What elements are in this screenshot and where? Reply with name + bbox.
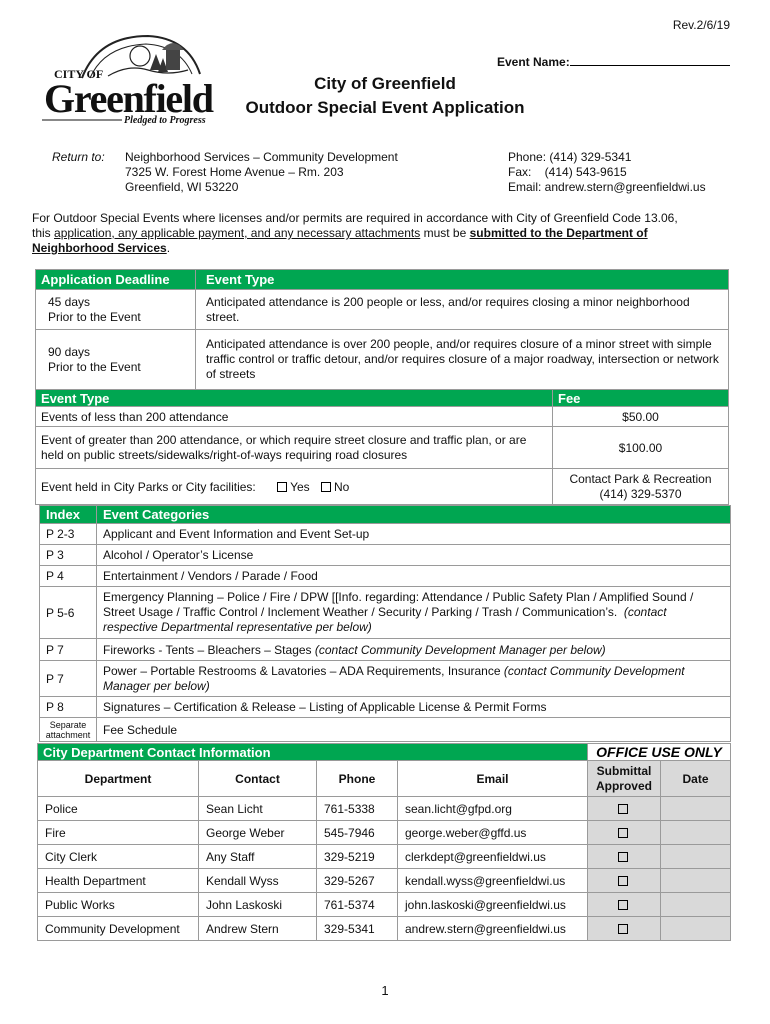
attachment-label: attachment [45, 729, 91, 740]
intro-department: submitted to the Department of Neighborhood Services [32, 226, 648, 255]
fee-amount [553, 469, 729, 505]
phone-cell: 545-7946 [317, 821, 398, 845]
fee-row [36, 427, 729, 469]
logo-tagline: Pledged to Progress [124, 115, 206, 126]
parks-contact: Contact Park & Recreation [569, 471, 712, 486]
event-type-header: Event Type [196, 270, 729, 290]
approved-label: Approved [595, 778, 652, 793]
date-cell[interactable] [661, 797, 731, 821]
title-line-1: City of Greenfield [314, 74, 456, 93]
category-cell [97, 566, 731, 587]
deadline-cell [36, 290, 196, 330]
index-cell: P 3 [40, 545, 97, 566]
contact-row [38, 893, 731, 917]
contact-table-title: City Department Contact Information [38, 744, 588, 761]
title-line-2: Outdoor Special Event Application [245, 98, 525, 117]
city-logo-graphic [38, 30, 218, 126]
contact-row [38, 917, 731, 941]
return-to-label: Return to: [52, 150, 105, 164]
parks-question: Event held in City Parks or City facilities: [41, 479, 256, 494]
category-cell: Fee Schedule [97, 718, 731, 742]
contact-cell: Sean Licht [199, 797, 317, 821]
category-cell [97, 661, 731, 697]
deadline-note: Prior to the Event [48, 359, 141, 374]
logo-greenfield: Greenfield [44, 76, 214, 121]
category-cell [97, 639, 731, 661]
contact-phone: Phone: (414) 329-5341 [508, 150, 632, 164]
department-cell: Public Works [38, 893, 199, 917]
address-line: 7325 W. Forest Home Avenue – Rm. 203 [125, 165, 344, 179]
category-cell [97, 545, 731, 566]
phone-cell: 329-5219 [317, 845, 398, 869]
parks-no-option[interactable] [321, 480, 349, 494]
department-cell: City Clerk [38, 845, 199, 869]
address-line: Greenfield, WI 53220 [125, 180, 239, 194]
date-cell[interactable] [661, 869, 731, 893]
phone-col-header: Phone [317, 761, 398, 797]
deadline-header: Application Deadline [36, 270, 196, 290]
separate-label: Separate [49, 719, 87, 730]
phone-cell: 761-5338 [317, 797, 398, 821]
approved-checkbox[interactable] [618, 924, 628, 934]
approved-checkbox[interactable] [618, 852, 628, 862]
date-cell[interactable] [661, 821, 731, 845]
event-type-cell: Anticipated attendance is 200 people or less, and/or requires closing a minor neighborhood street. [196, 290, 729, 330]
event-name-label: Event Name: [497, 55, 570, 69]
approved-checkbox[interactable] [618, 828, 628, 838]
email-cell[interactable]: kendall.wyss@greenfieldwi.us [398, 869, 588, 893]
deadline-days: 45 days [48, 294, 91, 309]
category-text: Signatures – Certification & Release – Listing of Applicable License & Permit Forms [103, 700, 547, 714]
email-cell[interactable]: clerkdept@greenfieldwi.us [398, 845, 588, 869]
email-cell[interactable]: george.weber@gffd.us [398, 821, 588, 845]
city-logo [38, 30, 218, 126]
intro-text: this [32, 226, 55, 240]
index-table [39, 505, 731, 742]
deadline-cell [36, 330, 196, 390]
fee-event-type: Event of greater than 200 attendance, or which require street closure and traffic plan, or are held on public streets/sidewalks/right-of-ways requiring road closures [36, 427, 553, 469]
index-header: Index [40, 506, 97, 524]
fee-row [36, 407, 729, 427]
deadline-note: Prior to the Event [48, 309, 141, 324]
date-cell[interactable] [661, 845, 731, 869]
index-cell: P 4 [40, 566, 97, 587]
return-to-text: Return to [52, 150, 102, 164]
contact-row [38, 797, 731, 821]
approved-checkbox[interactable] [618, 876, 628, 886]
department-cell: Health Department [38, 869, 199, 893]
approved-cell[interactable] [588, 845, 661, 869]
category-text: Power – Portable Restrooms & Lavatories – ADA Requirements, Insurance [103, 663, 504, 678]
fee-header: Fee [553, 390, 729, 407]
category-note: (contact Community Development Manager per below) [314, 642, 606, 657]
index-row [40, 545, 731, 566]
email-cell[interactable]: john.laskoski@greenfieldwi.us [398, 893, 588, 917]
parks-yes-option[interactable] [277, 480, 310, 494]
intro-paragraph [32, 211, 732, 256]
approved-cell[interactable] [588, 869, 661, 893]
fee-table [35, 389, 729, 505]
approved-checkbox[interactable] [618, 804, 628, 814]
department-cell: Police [38, 797, 199, 821]
category-text: Emergency Planning – Police / Fire / DPW [[Info. regarding: Attendance / Public Safety Plan / Amplified Sound / Street Usage / Traffic Control / Inclement Weather / Security / Parking / Trash / Communication’s. [103, 590, 697, 619]
index-cell: P 2-3 [40, 524, 97, 545]
category-text: Fireworks - Tents – Bleachers – Stages [103, 642, 315, 657]
category-text: Entertainment / Vendors / Parade / Food [103, 569, 318, 583]
deadline-row [36, 290, 729, 330]
return-contact [508, 150, 706, 195]
date-col-header: Date [661, 761, 731, 797]
approved-cell[interactable] [588, 893, 661, 917]
category-cell [97, 697, 731, 718]
category-text: Applicant and Event Information and Event Set-up [103, 527, 370, 541]
no-checkbox[interactable] [321, 482, 331, 492]
contact-cell: Andrew Stern [199, 917, 317, 941]
contact-cell: John Laskoski [199, 893, 317, 917]
revision-date: Rev.2/6/19 [672, 18, 730, 32]
yes-checkbox[interactable] [277, 482, 287, 492]
intro-text: For Outdoor Special Events where licenses and/or permits are required in accordance with City of Greenfield Code 13.06, [32, 211, 678, 225]
page-number: 1 [381, 983, 389, 998]
category-cell [97, 524, 731, 545]
index-cell [40, 718, 97, 742]
logo-city-of: CITY OF [54, 67, 104, 81]
page-title [240, 72, 530, 120]
index-row [40, 524, 731, 545]
categories-header: Event Categories [97, 506, 731, 524]
address-line: Neighborhood Services – Community Development [125, 150, 398, 164]
yes-label: Yes [290, 479, 310, 494]
office-use-header: OFFICE USE ONLY [588, 744, 731, 761]
intro-text: must be [420, 226, 470, 240]
intro-text: . [166, 241, 171, 255]
category-cell [97, 587, 731, 639]
phone-cell: 329-5267 [317, 869, 398, 893]
event-name-line[interactable] [570, 55, 730, 66]
event-name-field[interactable] [497, 55, 733, 69]
index-cell: P 7 [40, 661, 97, 697]
date-cell[interactable] [661, 893, 731, 917]
fee-amount: $50.00 [553, 407, 729, 427]
fee-event-type-header: Event Type [36, 390, 553, 407]
deadline-row [36, 330, 729, 390]
index-row [40, 587, 731, 639]
contact-col-header: Contact [199, 761, 317, 797]
date-cell[interactable] [661, 917, 731, 941]
approved-cell[interactable] [588, 797, 661, 821]
approved-cell[interactable] [588, 917, 661, 941]
email-cell[interactable]: andrew.stern@greenfieldwi.us [398, 917, 588, 941]
email-col-header: Email [398, 761, 588, 797]
email-cell[interactable]: sean.licht@gfpd.org [398, 797, 588, 821]
submittal-col-header [588, 761, 661, 797]
index-row [40, 718, 731, 742]
index-cell: P 8 [40, 697, 97, 718]
contact-row [38, 845, 731, 869]
index-cell: P 5-6 [40, 587, 97, 639]
contact-email[interactable]: Email: andrew.stern@greenfieldwi.us [508, 180, 706, 194]
department-cell: Community Development [38, 917, 199, 941]
approved-cell[interactable] [588, 821, 661, 845]
parks-phone: (414) 329-5370 [599, 486, 682, 501]
fee-row-parks [36, 469, 729, 505]
index-cell: P 7 [40, 639, 97, 661]
category-text: Alcohol / Operator’s License [103, 548, 254, 562]
approved-checkbox[interactable] [618, 900, 628, 910]
phone-cell: 329-5341 [317, 917, 398, 941]
return-address [125, 150, 398, 195]
category-note: (contact Community Development Manager per below) [103, 663, 685, 693]
category-note: (contact respective Departmental representative per below) [103, 605, 667, 634]
department-col-header: Department [38, 761, 199, 797]
event-type-cell: Anticipated attendance is over 200 people, and/or requires closure of a minor street with simple traffic control or traffic detour, and/or requires closure of a major roadway, intersection or network of streets [196, 330, 729, 390]
index-row [40, 639, 731, 661]
fee-amount: $100.00 [553, 427, 729, 469]
contact-row [38, 821, 731, 845]
deadline-table [35, 269, 729, 390]
phone-cell: 761-5374 [317, 893, 398, 917]
fee-event-type [36, 469, 553, 505]
intro-underlined: application, any applicable payment, and any necessary attachments [54, 226, 421, 240]
department-cell: Fire [38, 821, 199, 845]
contact-fax: Fax: (414) 543-9615 [508, 165, 627, 179]
submittal-label: Submittal [596, 763, 652, 778]
contact-cell: Any Staff [199, 845, 317, 869]
index-row [40, 661, 731, 697]
fee-event-type: Events of less than 200 attendance [36, 407, 553, 427]
contact-cell: Kendall Wyss [199, 869, 317, 893]
index-row [40, 566, 731, 587]
no-label: No [334, 479, 350, 494]
contact-table [37, 743, 731, 941]
index-row [40, 697, 731, 718]
contact-cell: George Weber [199, 821, 317, 845]
deadline-days: 90 days [48, 344, 91, 359]
contact-row [38, 869, 731, 893]
